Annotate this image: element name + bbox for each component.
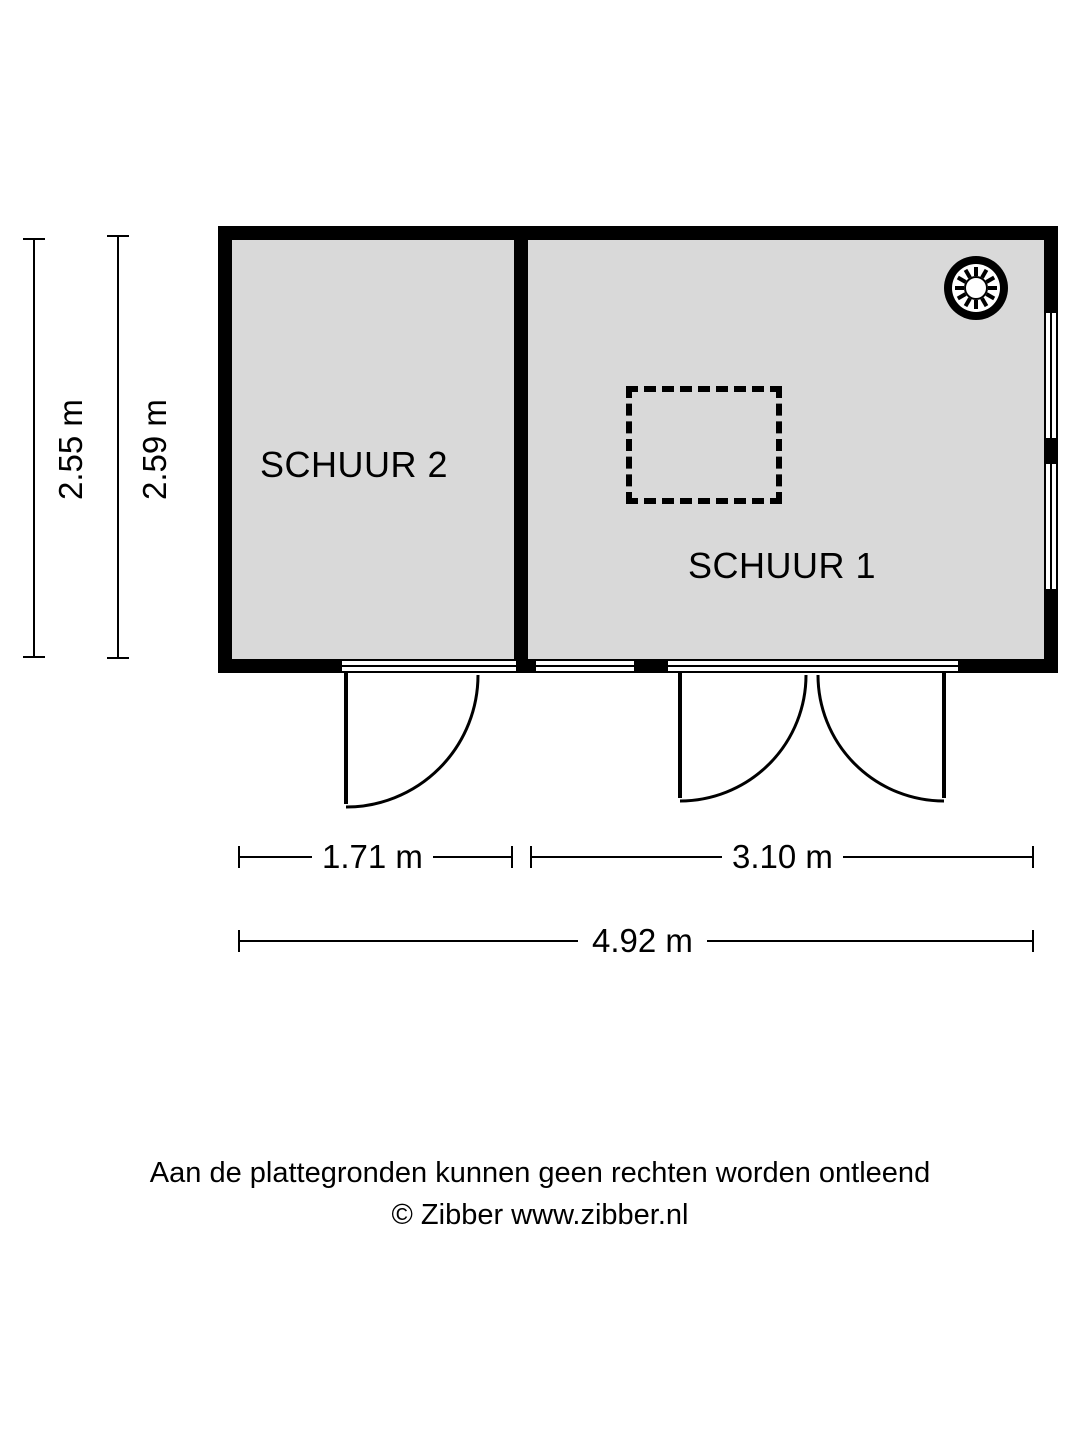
room-label-schuur2: SCHUUR 2 (260, 444, 449, 485)
dim-inner-cap-bottom (107, 657, 129, 659)
dim-bottom-right-cap-end (1032, 846, 1034, 868)
dim-bottom-total-cap-start (238, 930, 240, 952)
door-arc-schuur2 (344, 673, 484, 813)
dim-bottom-left-cap-end (511, 846, 513, 868)
dim-left-line (33, 238, 35, 658)
dim-bottom-total-cap-end (1032, 930, 1034, 952)
round-vent-icon (944, 256, 1008, 320)
window-right-upper (1044, 313, 1058, 438)
footer-disclaimer: Aan de plattegronden kunnen geen rechten worden ontleend (149, 1157, 931, 1189)
dim-bottom-right-cap-start (530, 846, 532, 868)
dim-bottom-left-cap-start (238, 846, 240, 868)
footer-copyright: © Zibber www.zibber.nl (391, 1199, 689, 1231)
dim-inner-cap-top (107, 235, 129, 237)
door-arc-schuur1-left (678, 673, 814, 809)
door-opening-schuur2 (342, 659, 516, 673)
room-label-schuur1: SCHUUR 1 (688, 545, 877, 586)
dim-label-bottom-right: 3.10 m (722, 838, 843, 876)
partition-wall (514, 226, 528, 673)
door-opening-schuur1-left (536, 659, 634, 673)
dim-inner-line (117, 235, 119, 659)
floorplan-body (218, 226, 1058, 673)
dim-label-bottom-left: 1.71 m (312, 838, 433, 876)
dim-label-inner-vertical: 2.59 m (136, 399, 173, 500)
window-right-lower (1044, 464, 1058, 589)
dim-left-cap-top (23, 238, 45, 240)
dashed-recess (626, 386, 782, 504)
dim-label-bottom-total: 4.92 m (578, 922, 707, 960)
door-arc-schuur1-right (810, 673, 946, 809)
dim-left-cap-bottom (23, 656, 45, 658)
door-opening-schuur1-right (668, 659, 958, 673)
dim-label-left-vertical: 2.55 m (52, 399, 89, 500)
